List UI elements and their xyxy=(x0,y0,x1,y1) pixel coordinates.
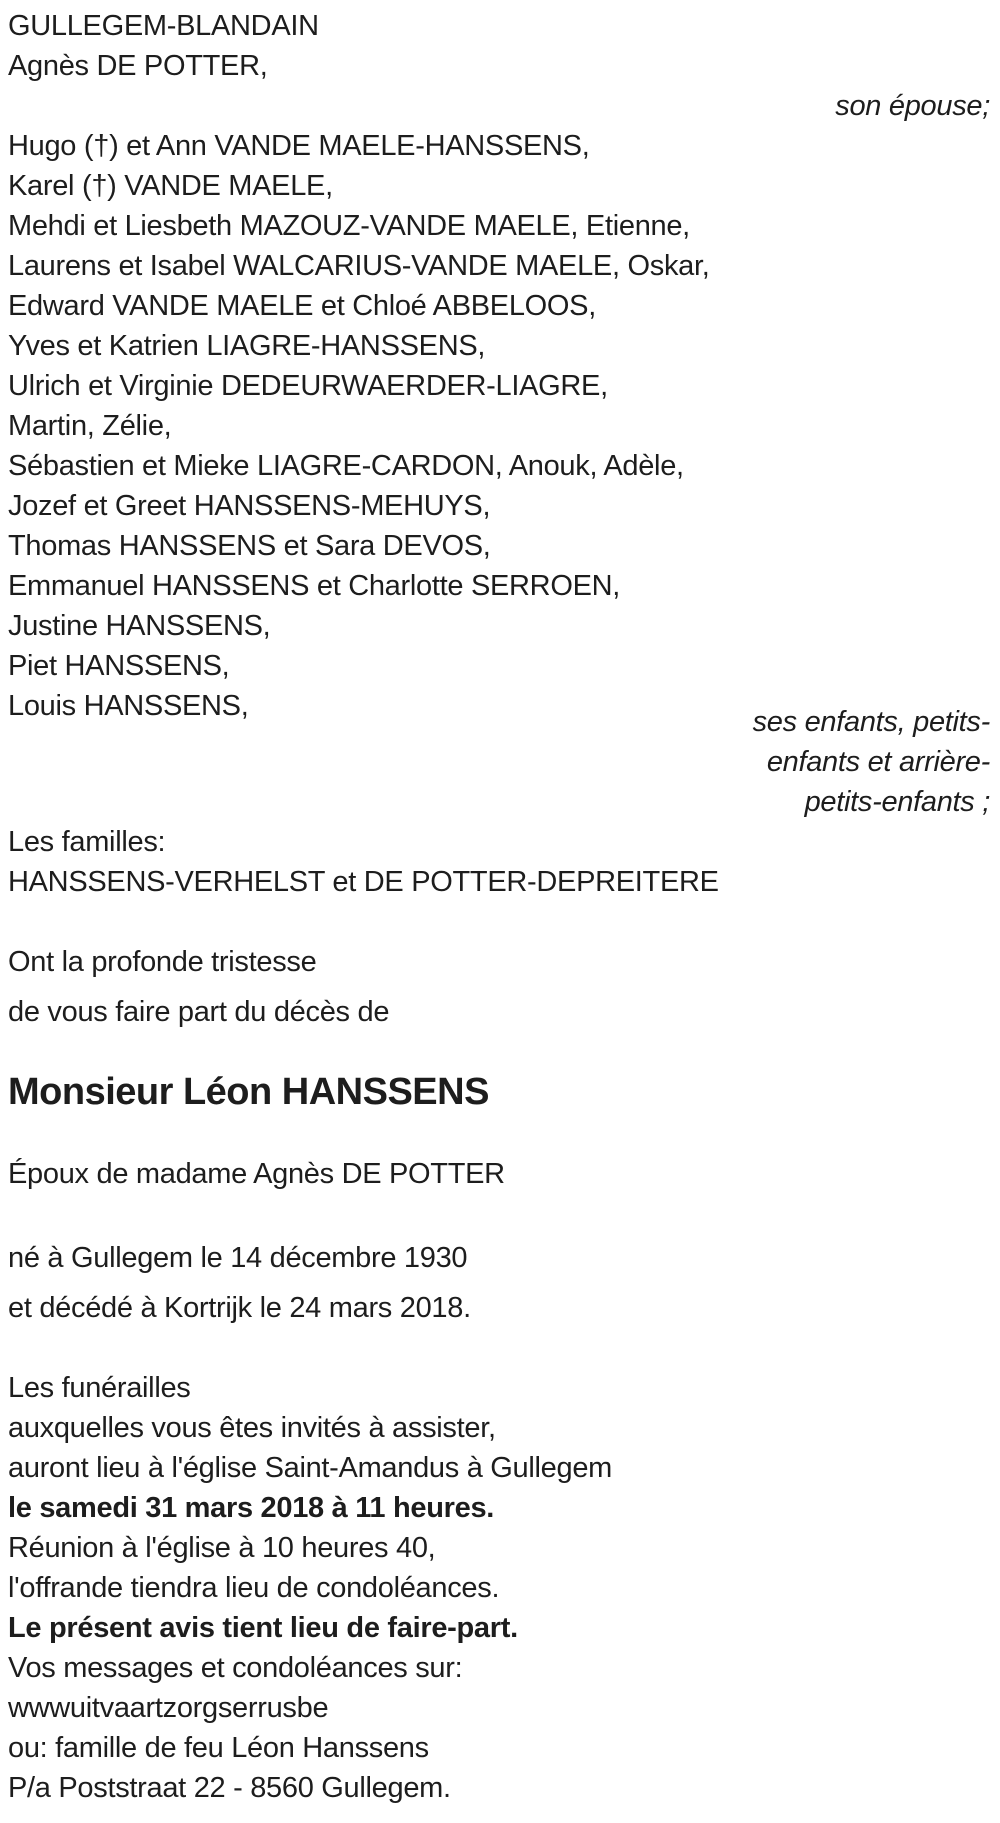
family-member-line: Justine HANSSENS, xyxy=(8,610,271,642)
family-member-line: Laurens et Isabel WALCARIUS-VANDE MAELE, Oskar, xyxy=(8,250,710,282)
spouse-of-line: Époux de madame Agnès DE POTTER xyxy=(8,1158,505,1190)
funeral-intro-line: Les funérailles xyxy=(8,1372,191,1404)
alt-contact-line: ou: famille de feu Léon Hanssens xyxy=(8,1732,429,1764)
website-line: wwwuitvaartzorgserrusbe xyxy=(8,1692,329,1724)
spouse-relation: son épouse; xyxy=(835,90,990,122)
family-member-line: Yves et Katrien LIAGRE-HANSSENS, xyxy=(8,330,486,362)
deceased-name: Monsieur Léon HANSSENS xyxy=(8,1071,489,1113)
children-relation-line: ses enfants, petits- xyxy=(752,706,990,738)
condolences-label: Vos messages et condoléances sur: xyxy=(8,1652,463,1684)
family-member-line: Emmanuel HANSSENS et Charlotte SERROEN, xyxy=(8,570,621,602)
family-member-line: Piet HANSSENS, xyxy=(8,650,230,682)
families-label: Les familles: xyxy=(8,826,166,858)
children-relation-line: petits-enfants ; xyxy=(804,786,990,818)
family-member-line: Louis HANSSENS, xyxy=(8,690,249,722)
families-names: HANSSENS-VERHELST et DE POTTER-DEPREITERE xyxy=(8,866,719,898)
family-member-line: Thomas HANSSENS et Sara DEVOS, xyxy=(8,530,491,562)
offering-line: l'offrande tiendra lieu de condoléances. xyxy=(8,1572,500,1604)
children-relation-line: enfants et arrière- xyxy=(766,746,990,778)
funeral-date-line: le samedi 31 mars 2018 à 11 heures. xyxy=(8,1492,495,1524)
notice-line: Le présent avis tient lieu de faire-part. xyxy=(8,1612,518,1644)
death-line: et décédé à Kortrijk le 24 mars 2018. xyxy=(8,1292,471,1324)
birth-line: né à Gullegem le 14 décembre 1930 xyxy=(8,1242,468,1274)
funeral-intro-line: auront lieu à l'église Saint-Amandus à Gullegem xyxy=(8,1452,613,1484)
family-member-line: Karel (†) VANDE MAELE, xyxy=(8,170,333,202)
family-member-line: Jozef et Greet HANSSENS-MEHUYS, xyxy=(8,490,491,522)
family-member-line: Ulrich et Virginie DEDEURWAERDER-LIAGRE, xyxy=(8,370,608,402)
announcement-line: de vous faire part du décès de xyxy=(8,996,390,1028)
announcement-line: Ont la profonde tristesse xyxy=(8,946,317,978)
city-line: GULLEGEM-BLANDAIN xyxy=(8,10,319,42)
family-member-line: Edward VANDE MAELE et Chloé ABBELOOS, xyxy=(8,290,596,322)
meeting-line: Réunion à l'église à 10 heures 40, xyxy=(8,1532,436,1564)
address-line: P/a Poststraat 22 - 8560 Gullegem. xyxy=(8,1772,451,1804)
family-member-line: Martin, Zélie, xyxy=(8,410,172,442)
spouse-name: Agnès DE POTTER, xyxy=(8,50,268,82)
family-member-line: Hugo (†) et Ann VANDE MAELE-HANSSENS, xyxy=(8,130,590,162)
funeral-intro-line: auxquelles vous êtes invités à assister, xyxy=(8,1412,496,1444)
family-member-line: Sébastien et Mieke LIAGRE-CARDON, Anouk, Adèle, xyxy=(8,450,684,482)
family-member-line: Mehdi et Liesbeth MAZOUZ-VANDE MAELE, Etienne, xyxy=(8,210,690,242)
